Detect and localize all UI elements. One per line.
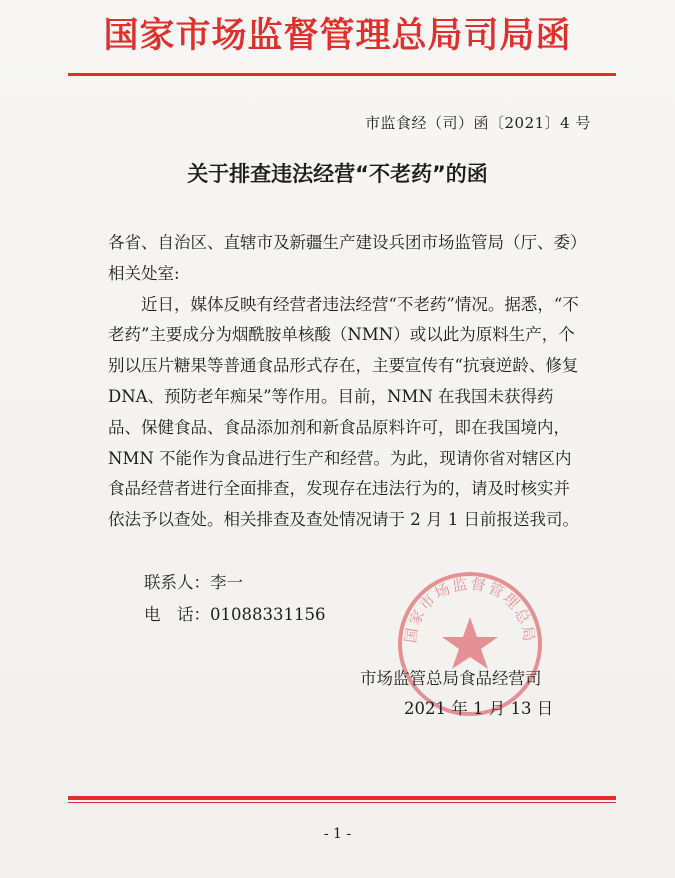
letter-body bbox=[108, 228, 586, 536]
footer-rule bbox=[68, 796, 616, 800]
recipient-line: 各省、自治区、直辖市及新疆生产建设兵团市场监管局（厅、委）相关处室: bbox=[108, 233, 579, 283]
seal-text: 国家市场监督管理总局 bbox=[401, 574, 539, 645]
letter-date: 2021 年 1 月 13 日 bbox=[404, 699, 554, 718]
document-number: 市监食经（司）函〔2021〕4 号 bbox=[365, 114, 591, 132]
contact-person: 联系人：李一 bbox=[144, 573, 243, 592]
letter-title: 关于排查违法经营“不老药”的函 bbox=[187, 162, 488, 186]
masthead-rule bbox=[68, 73, 616, 76]
star-icon bbox=[442, 617, 498, 669]
masthead-title: 国家市场监督管理总局司局函 bbox=[103, 16, 572, 56]
signing-department: 市场监管总局食品经营司 bbox=[360, 669, 542, 688]
page-number: - 1 - bbox=[323, 826, 352, 842]
body-paragraph: 近日，媒体反映有经营者违法经营“不老药”情况。据悉，“不老药”主要成分为烟酰胺单核酸（NMN）或以此为原料生产，个别以压片糖果等普通食品形式存在，主要宣传有“抗衰逆龄、修复DNA、预防老年痴呆”等作用。目前，NMN 在我国未获得药品、保健食品、食品添加剂和新食品原料许可，即在我国境内，NMN 不能作为食品进行生产和经营。为此，现请你省对辖区内食品经营者进行全面排查，发现存在违法行为的，请及时核实并依法予以查处。相关排查及查处情况请于 2 月 1 日前报送我司。 bbox=[108, 294, 579, 530]
footer-rule-thin bbox=[68, 802, 616, 803]
contact-phone: 电 话：01088331156 bbox=[144, 605, 326, 624]
